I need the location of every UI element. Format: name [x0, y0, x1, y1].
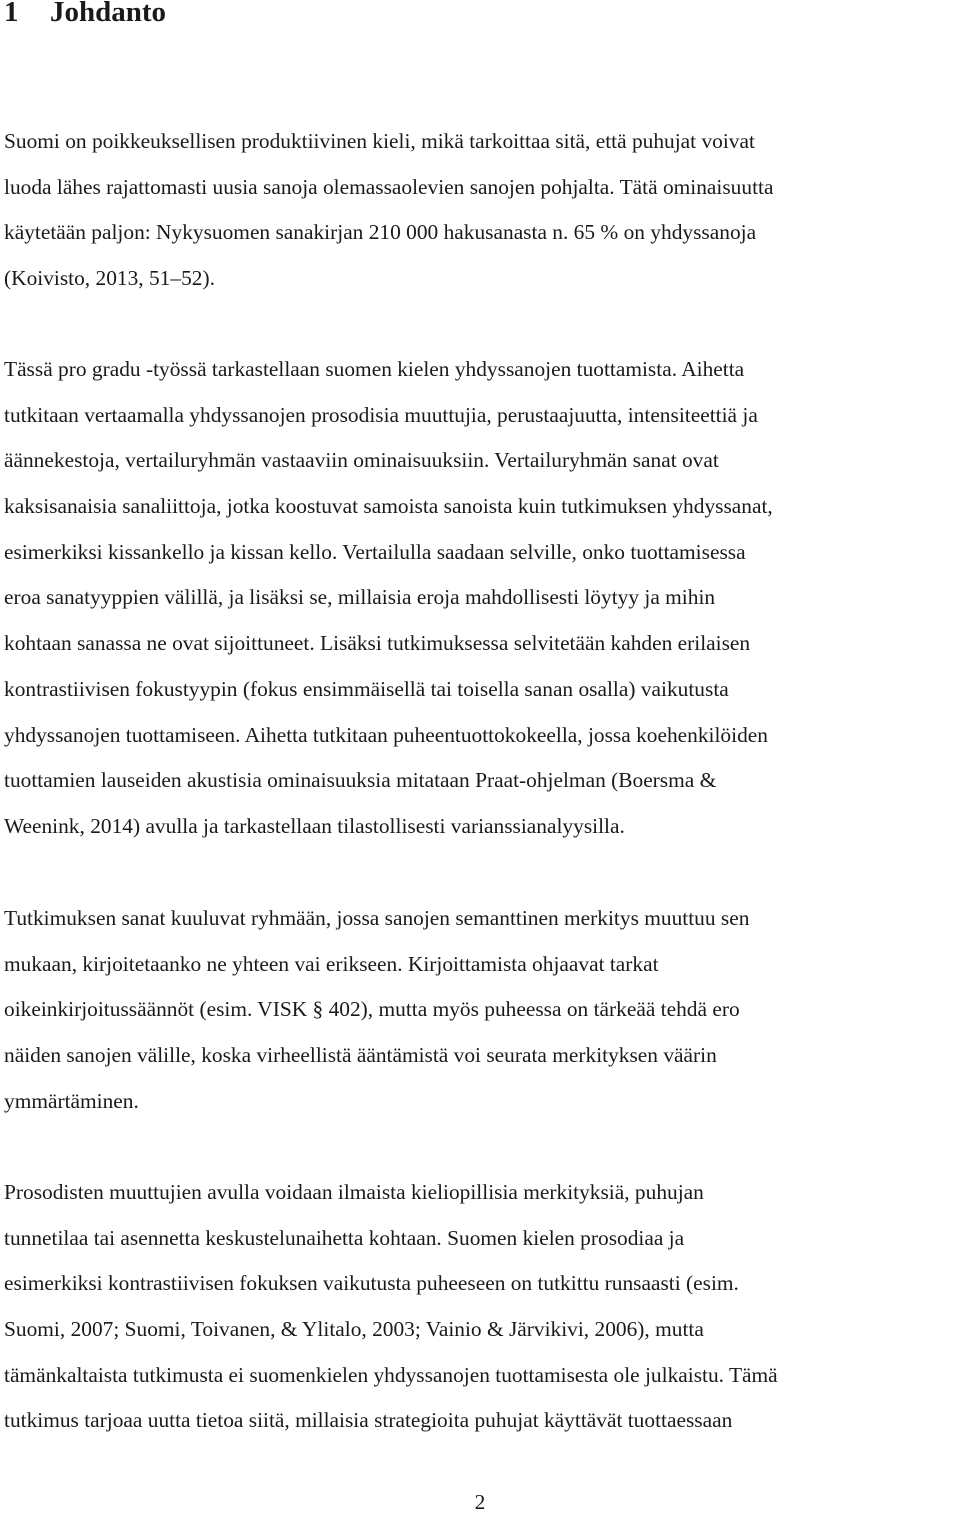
paragraph-line: näiden sanojen välille, koska virheellistä ääntämistä voi seurata merkityksen väärin [4, 1043, 717, 1068]
chapter-number: 1 [4, 0, 19, 28]
paragraph-line: kohtaan sanassa ne ovat sijoittuneet. Lisäksi tutkimuksessa selvitetään kahden erilaisen [4, 631, 751, 656]
paragraph-4 [4, 1170, 956, 1444]
paragraph-line: tutkitaan vertaamalla yhdyssanojen prosodisia muuttujia, perustaajuutta, intensiteettiä ja [4, 402, 758, 427]
chapter-heading [0, 0, 166, 30]
paragraph-line: kaksisanaisia sanaliittoja, jotka koostuvat samoista sanoista kuin tutkimuksen yhdyssanat, [4, 494, 773, 519]
paragraph-line: ymmärtäminen. [4, 1088, 139, 1113]
paragraph-line: tuottamien lauseiden akustisia ominaisuuksia mitataan Praat-ohjelman (Boersma & [4, 768, 717, 793]
paragraph-line: tunnetilaa tai asennetta keskustelunaihetta kohtaan. Suomen kielen prosodiaa ja [4, 1225, 685, 1250]
paragraph-line: eroa sanatyyppien välillä, ja lisäksi se, millaisia eroja mahdollisesti löytyy ja mihin [4, 585, 716, 610]
paragraph-line: Tässä pro gradu -työssä tarkastellaan suomen kielen yhdyssanojen tuottamista. Aihetta [4, 357, 745, 381]
paragraph-line: tämänkaltaista tutkimusta ei suomenkielen yhdyssanojen tuottamisesta ole julkaistu. Tämä [4, 1362, 778, 1387]
paragraph-line: Weenink, 2014) avulla ja tarkastellaan tilastollisesti varianssianalyysilla. [4, 813, 625, 838]
paragraph-line: oikeinkirjoitussäännöt (esim. VISK § 402), mutta myös puheessa on tärkeää tehdä ero [4, 997, 740, 1022]
paragraph-line: Tutkimuksen sanat kuuluvat ryhmään, jossa sanojen semanttinen merkitys muuttuu sen [4, 906, 750, 930]
paragraph-line: yhdyssanojen tuottamiseen. Aihetta tutkitaan puheentuottokokeella, jossa koehenkilöiden [4, 722, 768, 747]
paragraph-line: (Koivisto, 2013, 51–52). [4, 266, 215, 291]
paragraph-3 [4, 896, 956, 1124]
paragraph-line: Prosodisten muuttujien avulla voidaan ilmaista kieliopillisia merkityksiä, puhujan [4, 1180, 704, 1204]
paragraph-line: Suomi on poikkeuksellisen produktiivinen kieli, mikä tarkoittaa sitä, että puhujat voivat [4, 129, 755, 153]
paragraph-line: mukaan, kirjoitetaanko ne yhteen vai erikseen. Kirjoittamista ohjaavat tarkat [4, 951, 659, 976]
paragraph-2 [4, 347, 956, 850]
paragraph-line: esimerkiksi kissankello ja kissan kello. Vertailulla saadaan selville, onko tuottamisessa [4, 539, 746, 564]
paragraph-line: äännekestoja, vertailuryhmän vastaaviin ominaisuuksiin. Vertailuryhmän sanat ovat [4, 448, 719, 473]
chapter-title: Johdanto [50, 0, 167, 28]
paragraph-line: luoda lähes rajattomasti uusia sanoja olemassaolevien sanojen pohjalta. Tätä ominaisuutta [4, 174, 774, 199]
paragraph-line: käytetään paljon: Nykysuomen sanakirjan 210 000 hakusanasta n. 65 % on yhdyssanoja [4, 220, 757, 245]
page-number: 2 [474, 1490, 486, 1514]
paragraph-line: tutkimus tarjoaa uutta tietoa siitä, millaisia strategioita puhujat käyttävät tuottaessaan [4, 1408, 733, 1433]
paragraph-line: esimerkiksi kontrastiivisen fokuksen vaikutusta puheeseen on tutkittu runsaasti (esim. [4, 1271, 739, 1296]
paragraph-line: Suomi, 2007; Suomi, Toivanen, & Ylitalo, 2003; Vainio & Järvikivi, 2006), mutta [4, 1317, 704, 1342]
paragraph-1 [4, 119, 956, 302]
paragraph-line: kontrastiivisen fokustyypin (fokus ensimmäisellä tai toisella sanan osalla) vaikutusta [4, 676, 729, 701]
